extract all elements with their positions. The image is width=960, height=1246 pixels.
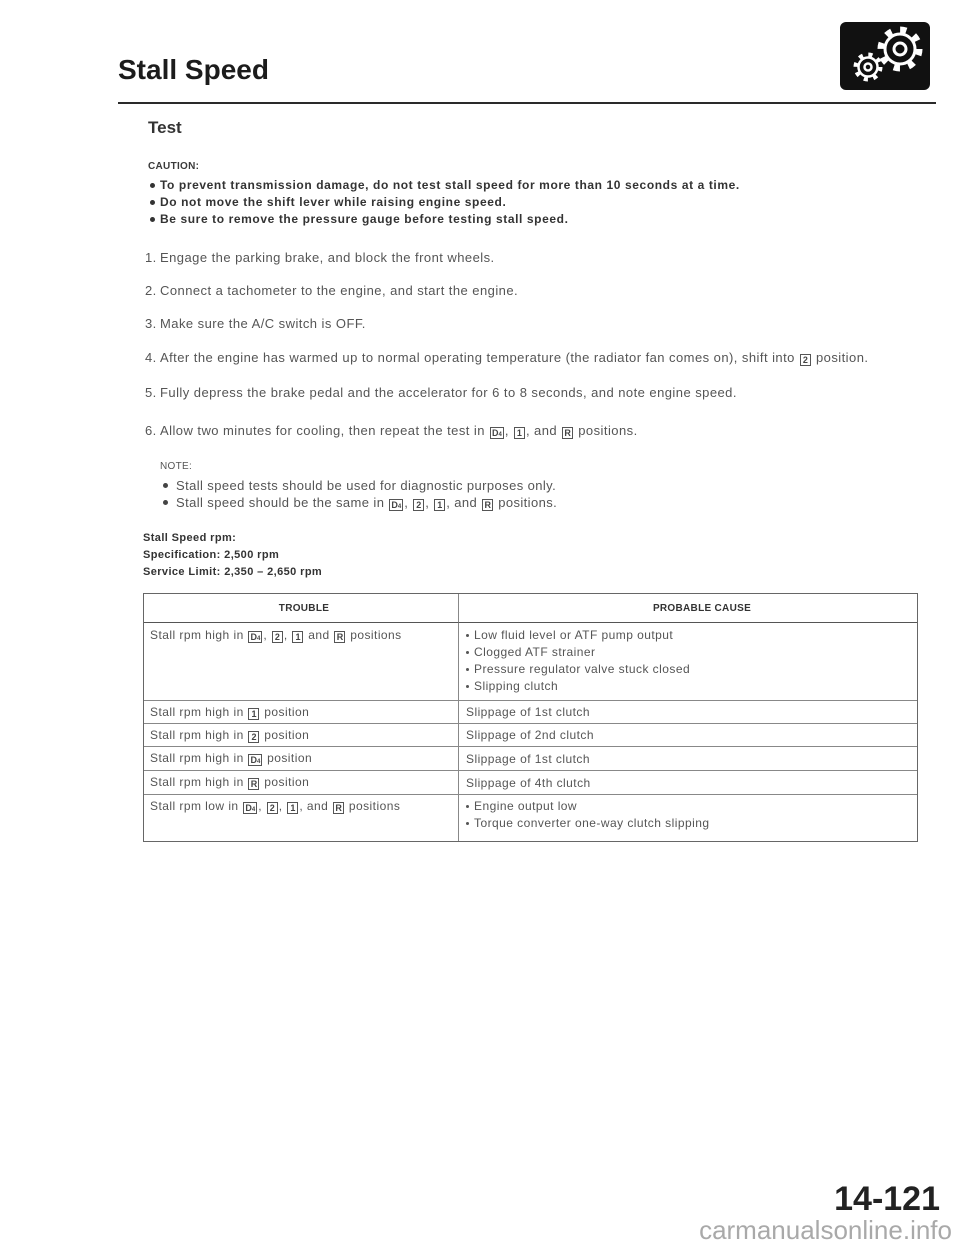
gear-position-box: R <box>482 499 493 511</box>
trouble-cell <box>144 701 459 724</box>
step-text: Allow two minutes for cooling, then repeat the test in D4 , 1 , and R positions. <box>160 423 638 438</box>
cause-text: Slippage of 1st clutch <box>466 705 590 719</box>
note-item: Stall speed tests should be used for diagnostic purposes only. <box>176 478 557 493</box>
trouble-text: Stall rpm high in D4 position <box>150 751 313 765</box>
probable-cause-cell <box>459 724 917 747</box>
column-header-trouble: TROUBLE <box>144 594 459 623</box>
step-number: 2. <box>145 283 157 298</box>
gear-position-box: 2 <box>267 802 278 814</box>
gear-position-box: 1 <box>434 499 445 511</box>
gear-position-box: D4 <box>491 428 502 438</box>
step-item <box>145 350 868 366</box>
gear-position-box: 1 <box>248 708 259 720</box>
step-item <box>145 283 518 298</box>
gear-position-box: D4 <box>250 755 261 765</box>
gear-position-box: 2 <box>248 731 259 743</box>
gear-position-box: R <box>562 427 573 439</box>
trouble-text: Stall rpm low in D4 , 2 , 1 , and R positions <box>150 799 401 813</box>
step-text: Make sure the A/C switch is OFF. <box>160 316 366 331</box>
probable-cause-cell <box>459 701 917 724</box>
trouble-text: Stall rpm high in 1 position <box>150 704 310 719</box>
cause-item: Torque converter one-way clutch slipping <box>466 815 917 832</box>
gear-position-box: 2 <box>272 631 283 643</box>
step-item <box>145 250 495 265</box>
page-number: 14-121 <box>834 1180 940 1218</box>
step-item <box>145 385 737 400</box>
step-text: Connect a tachometer to the engine, and start the engine. <box>160 283 519 298</box>
gear-position-subscript: 4 <box>256 759 261 765</box>
gear-position-box: R <box>334 631 345 643</box>
step-number: 1. <box>145 250 157 265</box>
stall-speed-heading: Stall Speed rpm: <box>143 532 237 544</box>
watermark: carmanualsonline.info <box>699 1215 952 1245</box>
step-number: 4. <box>145 350 157 365</box>
probable-cause-cell <box>459 771 917 795</box>
cause-item: Engine output low <box>466 798 917 815</box>
page-title: Stall Speed <box>118 54 269 85</box>
note-label: NOTE: <box>160 461 193 472</box>
gear-position-box: 2 <box>800 354 811 366</box>
trouble-text: Stall rpm high in D4 , 2 , 1 and R positions <box>150 628 402 642</box>
gear-position-subscript: 4 <box>397 504 402 510</box>
caution-item: Be sure to remove the pressure gauge before testing stall speed. <box>160 212 569 226</box>
gear-position-subscript: 4 <box>251 807 256 813</box>
gear-position-box: 1 <box>514 427 525 439</box>
cause-item: Clogged ATF strainer <box>466 644 917 661</box>
step-number: 6. <box>145 423 157 438</box>
gear-position-box: R <box>248 778 259 790</box>
column-header-probable-cause: PROBABLE CAUSE <box>459 594 917 623</box>
gear-position-subscript: 4 <box>256 636 261 642</box>
cause-text: Slippage of 4th clutch <box>466 775 591 790</box>
gear-position-box: 1 <box>287 802 298 814</box>
stall-speed-specification: Specification: 2,500 rpm <box>143 549 280 561</box>
gear-position-box: 2 <box>413 499 424 511</box>
trouble-text: Stall rpm high in R position <box>150 775 310 789</box>
cause-item: Pressure regulator valve stuck closed <box>466 661 917 678</box>
caution-label: CAUTION: <box>148 161 200 172</box>
gear-position-box: D4 <box>250 632 261 642</box>
trouble-cell <box>144 795 459 841</box>
step-number: 5. <box>145 385 157 400</box>
gear-position-subscript: 4 <box>498 432 502 438</box>
cause-text: Slippage of 2nd clutch <box>466 728 594 742</box>
step-item <box>145 423 638 439</box>
trouble-cell <box>144 724 459 747</box>
gear-position-box: R <box>333 802 344 814</box>
troubleshooting-table <box>143 593 918 842</box>
probable-cause-cell <box>459 623 917 701</box>
trouble-cell <box>144 623 459 701</box>
probable-cause-cell <box>459 795 917 841</box>
cause-item: Slipping clutch <box>466 678 917 695</box>
gear-position-box: D4 <box>245 803 256 813</box>
trouble-cell <box>144 771 459 795</box>
title-divider <box>118 102 936 104</box>
step-item <box>145 316 366 331</box>
gears-icon-graphic <box>840 22 930 90</box>
gears-icon <box>840 22 930 90</box>
caution-item: To prevent transmission damage, do not test stall speed for more than 10 seconds at a time. <box>160 178 740 192</box>
stall-speed-service-limit: Service Limit: 2,350 – 2,650 rpm <box>143 566 323 578</box>
note-item: Stall speed should be the same in D4 , 2 , 1 , and R positions. <box>176 495 558 510</box>
probable-cause-cell <box>459 747 917 771</box>
gear-position-box: D4 <box>391 500 402 510</box>
step-text: Fully depress the brake pedal and the accelerator for 6 to 8 seconds, and note engine speed. <box>160 385 737 400</box>
section-title: Test <box>148 118 182 137</box>
gear-position-box: 1 <box>292 631 303 643</box>
cause-item: Low fluid level or ATF pump output <box>466 627 917 644</box>
cause-text: Slippage of 1st clutch <box>466 751 590 766</box>
trouble-text: Stall rpm high in 2 position <box>150 727 310 742</box>
step-number: 3. <box>145 316 157 331</box>
step-text: Engage the parking brake, and block the front wheels. <box>160 250 495 265</box>
trouble-cell <box>144 747 459 771</box>
caution-item: Do not move the shift lever while raising engine speed. <box>160 195 507 209</box>
step-text: After the engine has warmed up to normal operating temperature (the radiator fan comes on), shift into 2 position. <box>160 350 869 365</box>
